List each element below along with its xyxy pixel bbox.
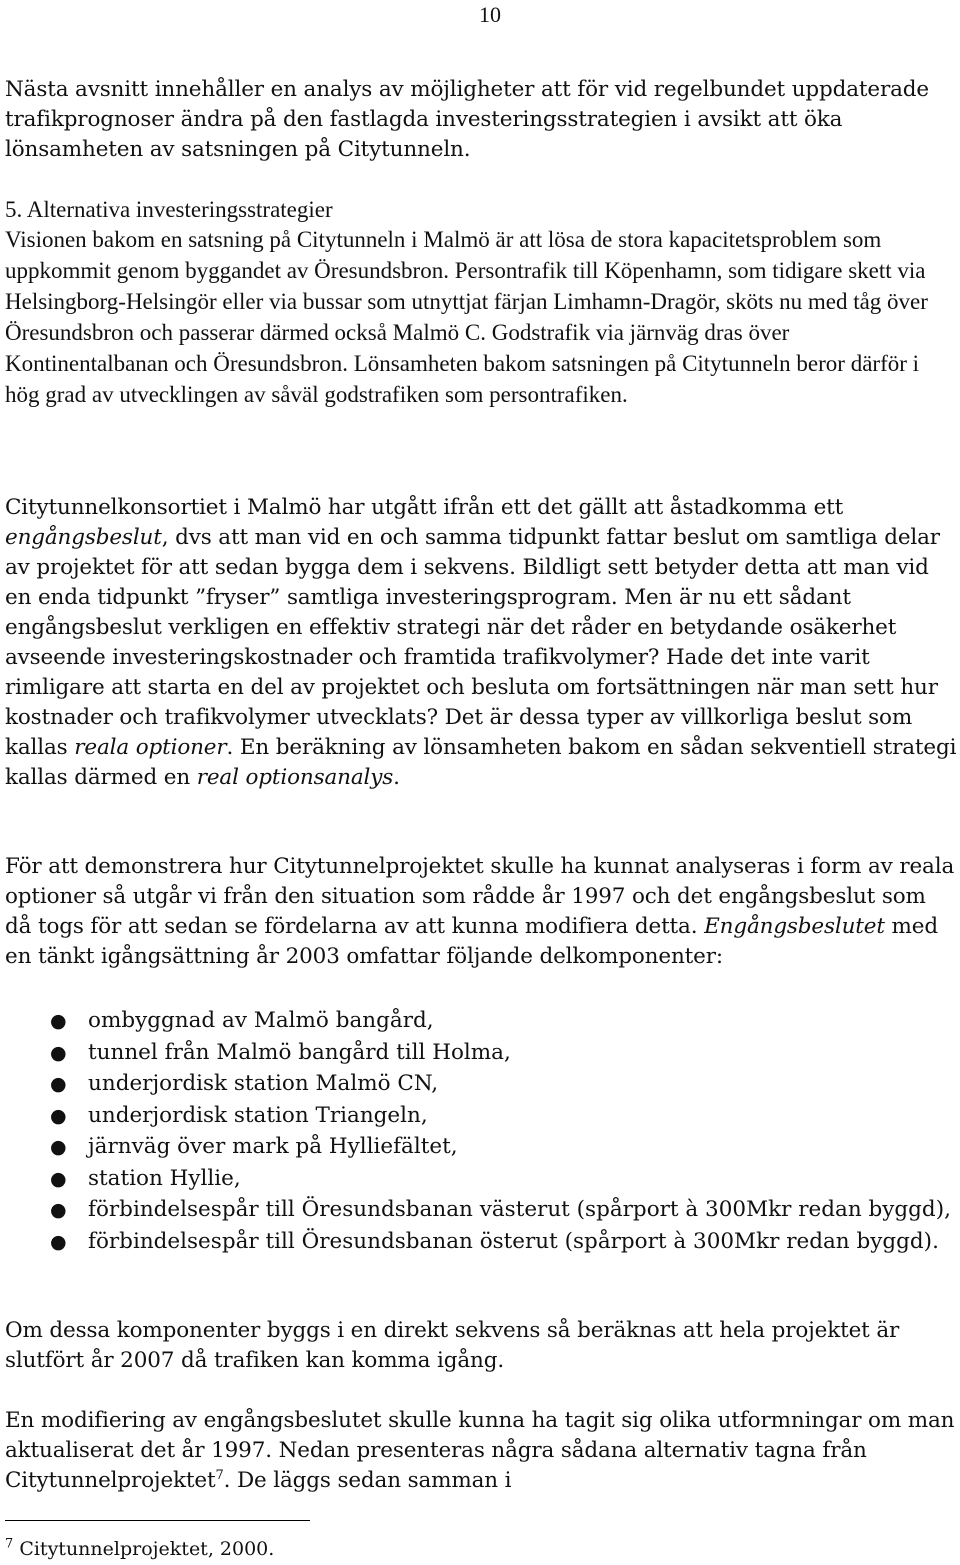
bullet-icon: ●	[50, 1230, 67, 1253]
section-paragraph-lead: Visionen bakom en satsning på Citytunneln i Malmö är att lösa de stora kapacitetsproblem som uppkommit genom byggandet av Öresundsbron.	[5, 227, 882, 283]
list-item	[5, 1006, 957, 1036]
section-5	[5, 195, 957, 411]
list-item	[5, 1038, 957, 1068]
bullet-icon: ●	[50, 1010, 67, 1032]
bullet-icon: ●	[50, 1136, 67, 1158]
list-item	[5, 1227, 957, 1257]
list-item	[5, 1195, 957, 1225]
text-run: .	[393, 765, 400, 790]
text-run: En modifiering av engångsbeslutet skulle kunna ha tagit sig olika utformningar om man aktualiserat det år 1997. Nedan presenteras några sådana alternativ tagna från Citytunnelprojektet	[5, 1408, 955, 1493]
section-paragraph-body: Persontrafik till Köpenhamn, som tidigare skett via Helsingborg-Helsingör eller via bussar som utnyttjat färjan Limhamn-Dragör, sköts nu med tåg över Öresundsbron och passerar därmed också Malmö C. Godstrafik via järnväg dras över Kontinentalbanan och Öresundsbron. Lönsamheten bakom satsningen på Citytunneln beror därför i hög grad av utvecklingen av såväl godstrafiken som persontrafiken.	[5, 258, 928, 407]
footnote-mark: 7	[5, 1536, 14, 1552]
list-item-text: tunnel från Malmö bangård till Holma,	[88, 1039, 511, 1065]
list-item-text: förbindelsespår till Öresundsbanan västerut (spårport à 300Mkr redan byggd),	[88, 1197, 951, 1222]
bullet-icon: ●	[50, 1167, 67, 1190]
paragraph-demonstration	[5, 852, 957, 972]
text-run: Citytunnelkonsortiet i Malmö har utgått ifrån ett det gällt att åstadkomma ett	[5, 495, 844, 520]
intro-paragraph: Nästa avsnitt innehåller en analys av möjligheter att för vid regelbundet uppdaterade trafikprognoser ändra på den fastlagda investeringsstrategien i avsikt att öka lönsamheten av satsningen på Citytunneln.	[5, 77, 929, 162]
bullet-icon: ●	[50, 1073, 67, 1095]
emphasis-term: real optionsanalys	[196, 765, 394, 790]
section-heading: 5. Alternativa investeringsstrategier	[5, 197, 333, 222]
list-item-text: järnväg över mark på Hylliefältet,	[88, 1134, 458, 1159]
list-item-text: underjordisk station Malmö CN,	[88, 1071, 439, 1096]
list-item-text: ombyggnad av Malmö bangård,	[88, 1008, 434, 1033]
footnote-text: Citytunnelprojektet, 2000.	[13, 1538, 275, 1560]
page-number: 10	[479, 2, 501, 27]
text-run: . De läggs sedan samman i	[223, 1468, 512, 1493]
list-item-text: förbindelsespår till Öresundsbanan österut (spårport à 300Mkr redan byggd).	[88, 1228, 939, 1254]
text-run: med en tänkt igångsättning år 2003 omfattar följande delkomponenter:	[5, 914, 938, 969]
emphasis-term: reala optioner	[74, 735, 227, 760]
list-item	[5, 1101, 957, 1131]
list-item	[5, 1164, 957, 1194]
paragraph-engangsbeslut	[5, 493, 957, 793]
paragraph-sequence: Om dessa komponenter byggs i en direkt sekvens så beräknas att hela projektet är slutfört år 2007 då trafiken kan komma igång.	[5, 1318, 900, 1373]
list-item-text: underjordisk station Triangeln,	[88, 1102, 428, 1128]
text-run: . En beräkning av lönsamheten bakom en sådan sekventiell strategi kallas därmed en	[5, 735, 957, 790]
footnote-divider	[5, 1520, 310, 1521]
paragraph-modification	[5, 1406, 957, 1496]
list-item-text: station Hyllie,	[88, 1165, 241, 1191]
list-item	[5, 1132, 957, 1162]
list-item	[5, 1069, 957, 1099]
footnote-ref[interactable]: 7	[215, 1467, 224, 1483]
bullet-icon: ●	[50, 1041, 67, 1064]
emphasis-term: engångsbeslut	[5, 525, 162, 550]
bullet-icon: ●	[50, 1104, 67, 1127]
text-run: För att demonstrera hur Citytunnelprojektet skulle ha kunnat analyseras i form av reala optioner så utgår vi från den situation som rådde år 1997 och det engångsbeslut som då togs för att sedan se fördelarna av att kunna modifiera detta.	[5, 854, 955, 939]
bullet-icon: ●	[50, 1199, 67, 1221]
emphasis-term: Engångsbeslutet	[704, 914, 885, 939]
component-list	[5, 1006, 957, 1258]
text-run: , dvs att man vid en och samma tidpunkt fattar beslut om samtliga delar av projektet för att sedan bygga dem i sekvens. Bildligt sett betyder detta att man vid en enda tidpunkt ”fryser” samtliga investeringsprogram. Men är nu ett sådant engångsbeslut verkligen en effektiv strategi när det råder en betydande osäkerhet avseende investeringskostnader och framtida trafikvolymer? Hade det inte varit rimligare att starta en del av projektet och besluta om fortsättningen när man sett hur kostnader och trafikvolymer utvecklats? Det är dessa typer av villkorliga beslut som kallas	[5, 525, 940, 760]
footnote	[5, 1537, 274, 1561]
